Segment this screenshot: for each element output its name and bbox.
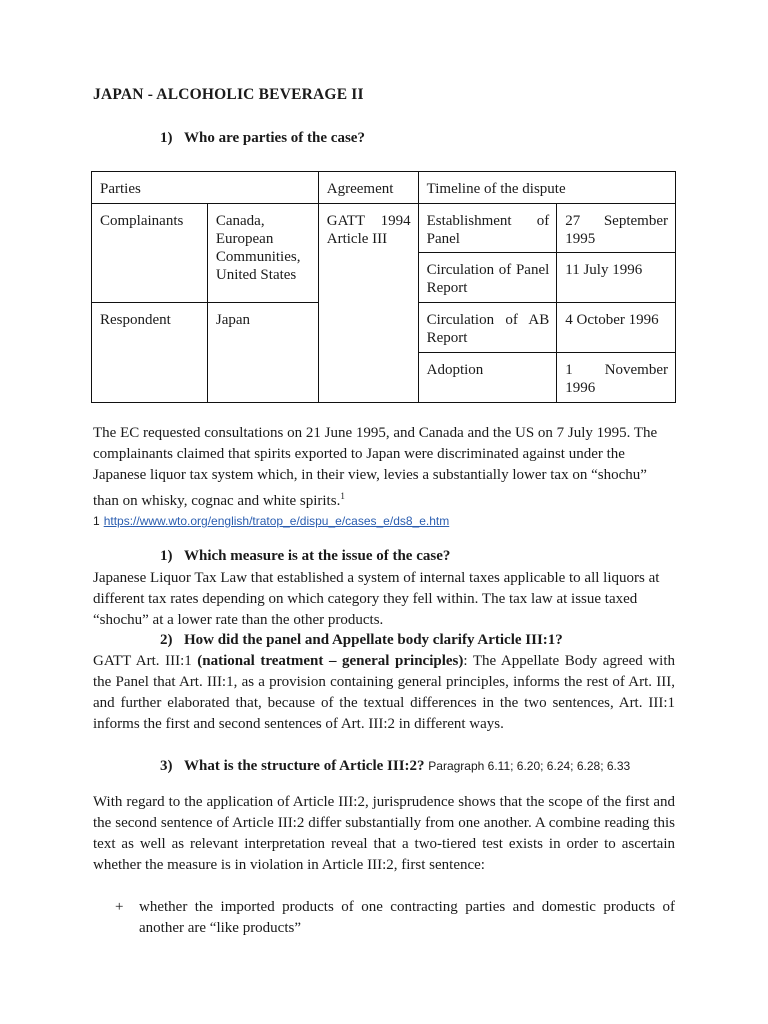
clarify-lead: GATT Art. III:1 xyxy=(93,653,198,669)
agreement-value: GATT 1994 Article III xyxy=(318,204,418,403)
question-number: 1) xyxy=(160,548,173,564)
question-text: What is the structure of Article III:2? xyxy=(184,758,425,774)
header-parties: Parties xyxy=(92,172,319,204)
question-number: 3) xyxy=(160,758,173,774)
question-parties xyxy=(160,130,365,147)
timeline-date: 4 October 1996 xyxy=(557,303,676,353)
question-text: Which measure is at the issue of the case? xyxy=(184,548,451,564)
plus-bullet-icon: + xyxy=(115,899,124,915)
question-number: 1) xyxy=(160,130,173,146)
question-clarify xyxy=(160,632,563,649)
header-agreement: Agreement xyxy=(318,172,418,204)
timeline-event: Circulation of AB Report xyxy=(418,303,557,353)
footnote-number: 1 xyxy=(93,514,100,528)
intro-text: The EC requested consultations on 21 June 1995, and Canada and the US on 7 July 1995. The complainants claimed that spirits exported to Japan were discriminated against under the Japanese liquor tax system which, in their view, levies a substantially lower tax on “shochu” than on whisky, cognac and white spirits. xyxy=(93,425,658,509)
timeline-date: 1 November 1996 xyxy=(557,353,676,403)
clarify-bold: (national treatment – general principles) xyxy=(197,653,464,669)
parties-table xyxy=(91,171,676,403)
question-text: How did the panel and Appellate body clarify Article III:1? xyxy=(184,632,563,648)
document-title: JAPAN - ALCOHOLIC BEVERAGE II xyxy=(93,86,364,103)
timeline-event: Establishment of Panel xyxy=(418,204,557,253)
question-structure xyxy=(160,757,680,776)
footnote-ref[interactable]: 1 xyxy=(340,491,345,501)
header-timeline: Timeline of the dispute xyxy=(418,172,675,204)
paragraph-note: Paragraph 6.11; 6.20; 6.24; 6.28; 6.33 xyxy=(428,759,631,773)
footnote-link[interactable]: https://www.wto.org/english/tratop_e/dispu_e/cases_e/ds8_e.htm xyxy=(103,514,450,528)
clarify-rest: : The Appellate Body agreed with the Panel that Art. III:1, as a provision containing general principles, informs the rest of Art. III, and further elaborated that, because of the textual differences in the two sentences, Art. III:1 informs the first and second sentences of Art. III:2 in different ways. xyxy=(93,653,675,732)
bullet-item xyxy=(115,897,675,939)
structure-paragraph: With regard to the application of Article III:2, jurisprudence shows that the scope of the first and the second sentence of Article III:2 differ substantially from one another. A combine reading this text as well as relevant interpretation reveal that a two-tiered test exists in order to ascertain whether the measure is in violation in Article III:2, first sentence: xyxy=(93,794,675,873)
complainants-value: Canada, European Communities, United States xyxy=(207,204,318,303)
measure-paragraph: Japanese Liquor Tax Law that established a system of internal taxes applicable to all liquors at different tax rates depending on which category they fell within. The tax law at issue taxed “shochu” at a lower rate than the other products. xyxy=(93,570,660,628)
timeline-event: Circulation of Panel Report xyxy=(418,253,557,303)
question-text: Who are parties of the case? xyxy=(184,130,365,146)
timeline-date: 11 July 1996 xyxy=(557,253,676,303)
intro-paragraph xyxy=(93,423,663,512)
complainants-label: Complainants xyxy=(92,204,208,303)
clarify-paragraph xyxy=(93,651,675,735)
respondent-value: Japan xyxy=(207,303,318,403)
question-number: 2) xyxy=(160,632,173,648)
timeline-date: 27 September 1995 xyxy=(557,204,676,253)
respondent-label: Respondent xyxy=(92,303,208,403)
footnote xyxy=(93,512,449,530)
timeline-event: Adoption xyxy=(418,353,557,403)
question-measure xyxy=(160,548,450,565)
bullet-text: whether the imported products of one contracting parties and domestic products of another are “like products” xyxy=(139,899,675,936)
